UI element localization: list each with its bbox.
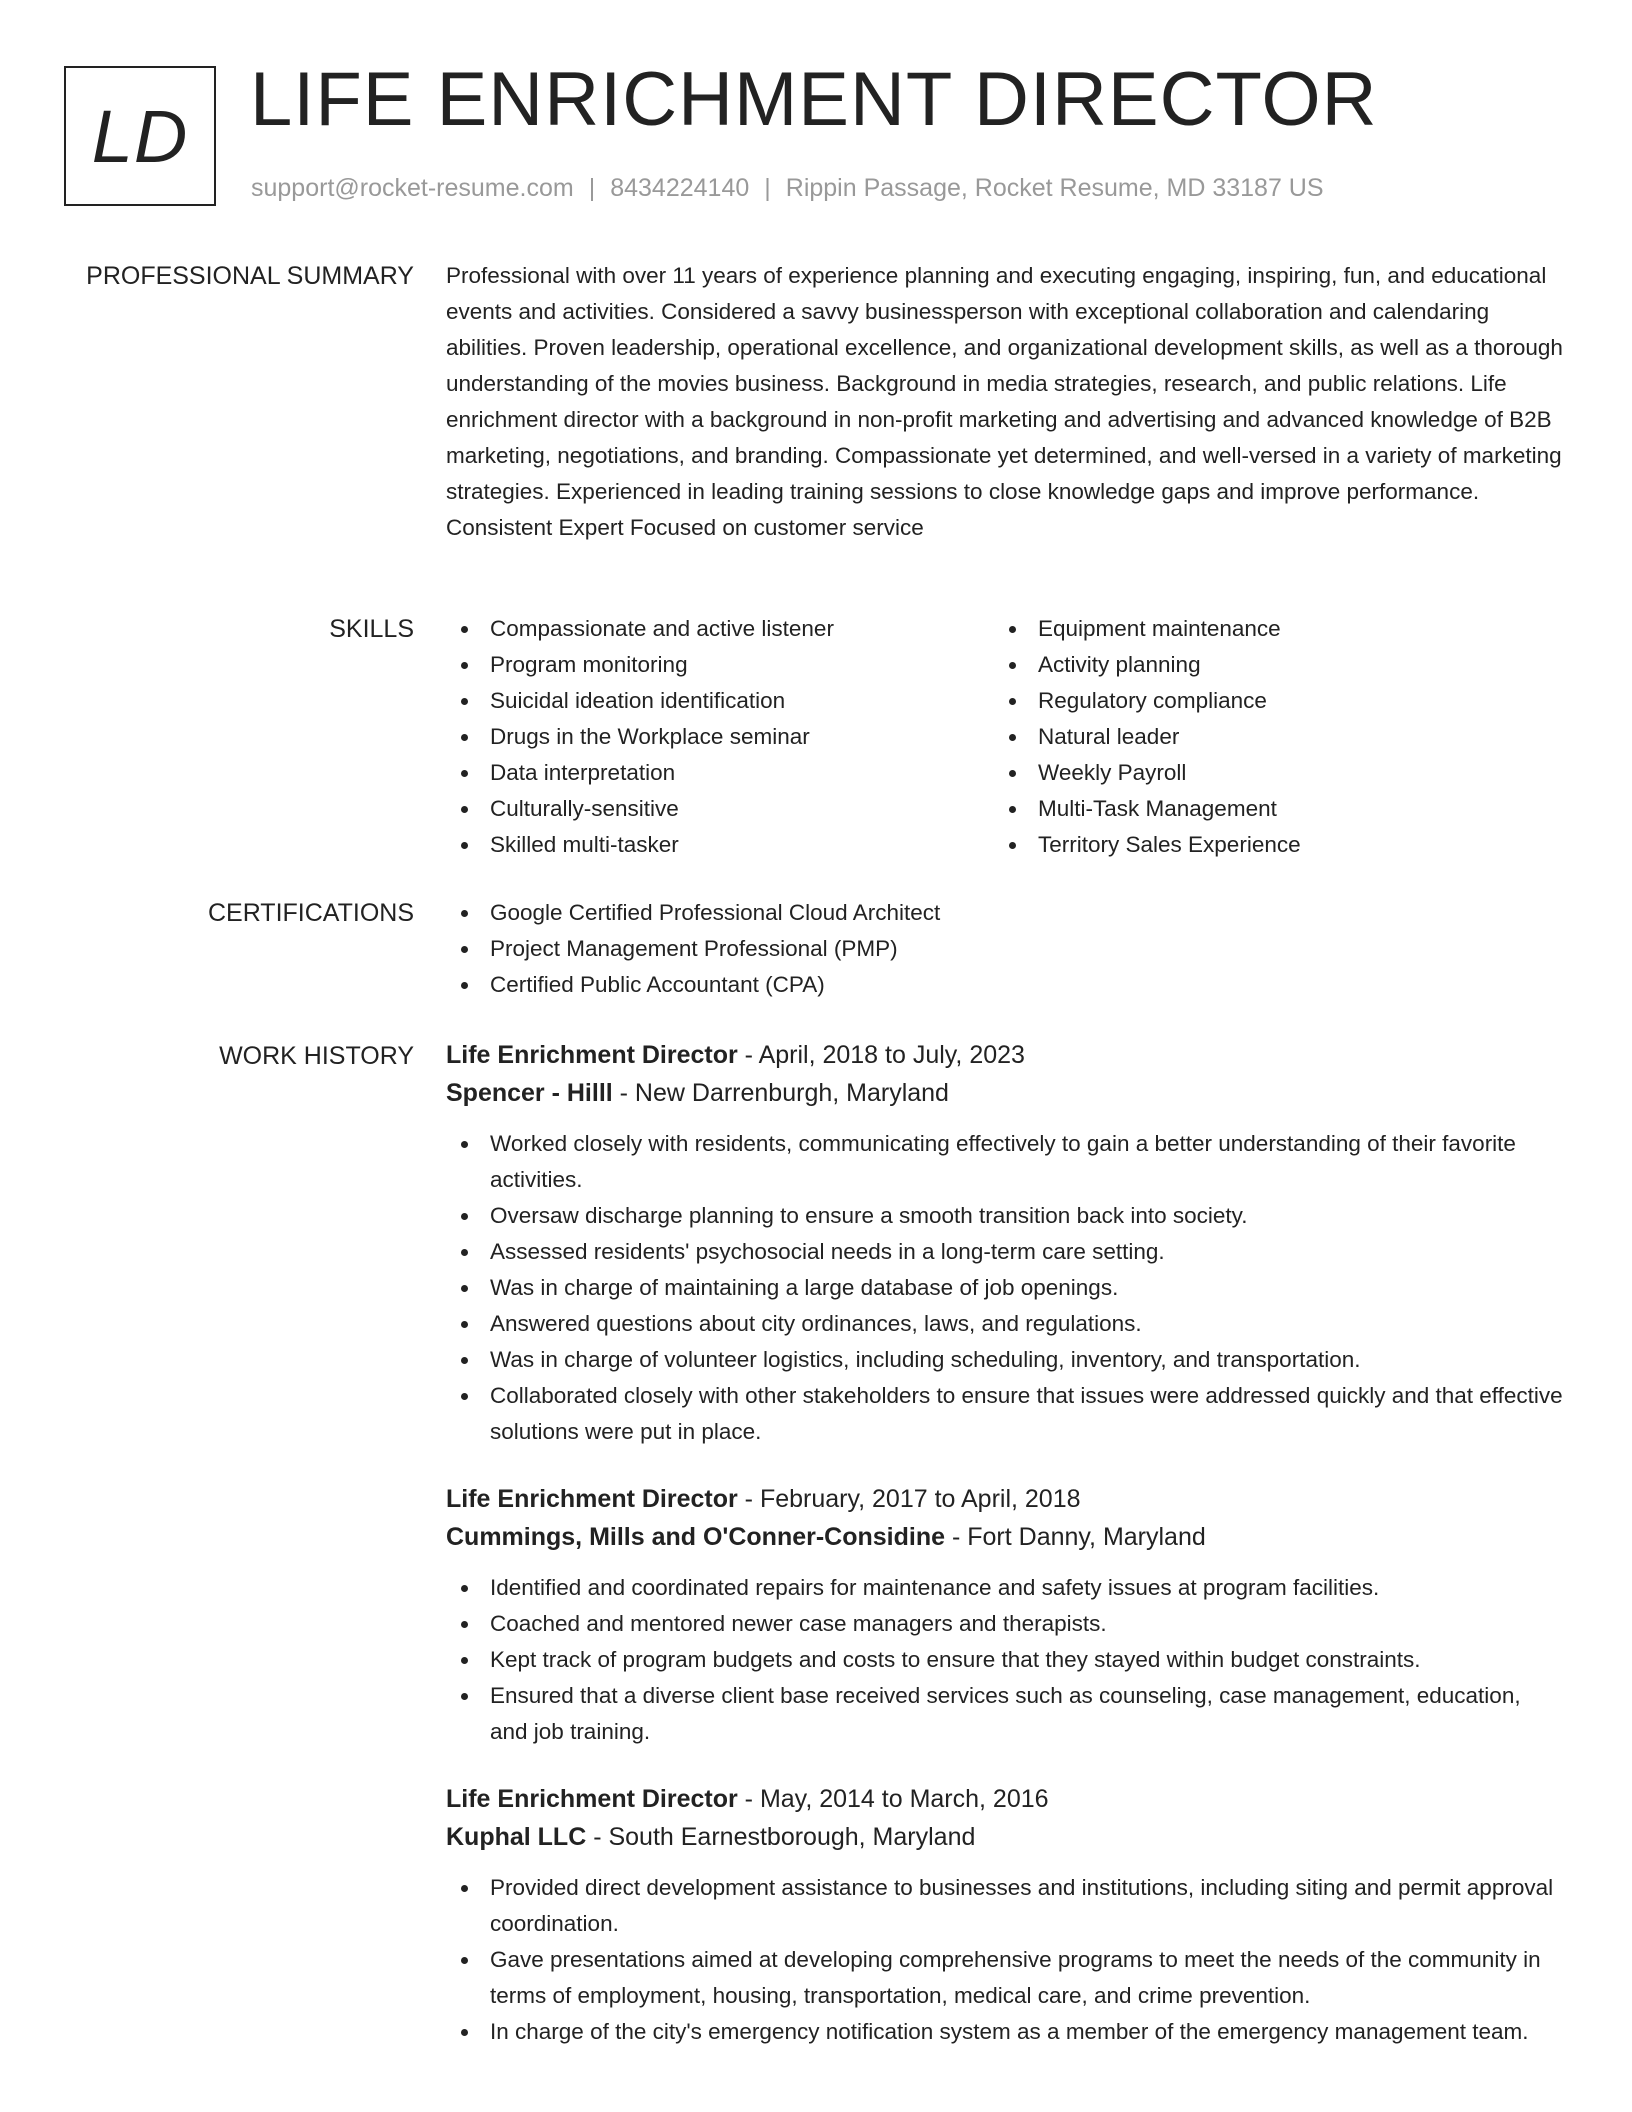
certification-item: Certified Public Accountant (CPA) <box>446 967 1564 1003</box>
job-duty: Coached and mentored newer case managers and therapists. <box>446 1606 1564 1642</box>
skill-item: Culturally-sensitive <box>446 791 994 827</box>
job-company-line <box>446 1074 1564 1112</box>
job-duty: Provided direct development assistance to businesses and institutions, including siting and permit approval coordination. <box>446 1870 1564 1942</box>
skill-item: Drugs in the Workplace seminar <box>446 719 994 755</box>
job-duty: Was in charge of maintaining a large database of job openings. <box>446 1270 1564 1306</box>
skill-item: Activity planning <box>994 647 1542 683</box>
contact-separator: | <box>588 174 596 202</box>
contact-line <box>251 174 1324 203</box>
skill-item: Weekly Payroll <box>994 755 1542 791</box>
certification-item: Google Certified Professional Cloud Architect <box>446 895 1564 931</box>
skill-item: Compassionate and active listener <box>446 611 994 647</box>
job-dates: - May, 2014 to March, 2016 <box>737 1785 1049 1813</box>
job-company-line <box>446 1818 1564 1856</box>
skill-item: Multi-Task Management <box>994 791 1542 827</box>
job-location: - South Earnestborough, Maryland <box>586 1823 976 1851</box>
contact-address: Rippin Passage, Rocket Resume, MD 33187 US <box>785 174 1324 202</box>
job-company: Cummings, Mills and O'Conner-Considine <box>446 1523 946 1551</box>
skill-item: Skilled multi-tasker <box>446 827 994 863</box>
job-duties-list <box>446 1870 1564 2050</box>
skill-item: Regulatory compliance <box>994 683 1542 719</box>
summary-heading: PROFESSIONAL SUMMARY <box>86 262 414 290</box>
work-history-heading: WORK HISTORY <box>219 1042 414 1070</box>
job-duty: Kept track of program budgets and costs to ensure that they stayed within budget constraints. <box>446 1642 1564 1678</box>
job-entry <box>446 1780 1564 2050</box>
job-duty: Gave presentations aimed at developing comprehensive programs to meet the needs of the community in terms of employment, housing, transportation, medical care, and crime prevention. <box>446 1942 1564 2014</box>
skill-item: Natural leader <box>994 719 1542 755</box>
skill-item: Program monitoring <box>446 647 994 683</box>
summary-text: Professional with over 11 years of experience planning and executing engaging, inspiring, fun, and educational events and activities. Considered a savvy businessperson with exceptional collaboration and calendaring abilities. Proven leadership, operational excellence, and organizational development skills, as well as a thorough understanding of the movies business. Background in media strategies, research, and public relations. Life enrichment director with a background in non-profit marketing and advertising and advanced knowledge of B2B marketing, negotiations, and branding. Compassionate yet determined, and well-versed in a variety of marketing strategies. Experienced in leading training sessions to close knowledge gaps and improve performance. Consistent Expert Focused on customer service <box>446 263 1563 540</box>
job-entry <box>446 1036 1564 1450</box>
contact-separator: | <box>764 174 771 202</box>
certifications-heading: CERTIFICATIONS <box>207 899 414 927</box>
job-duty: Ensured that a diverse client base received services such as counseling, case management, education, and job training. <box>446 1678 1564 1750</box>
skills-column-left <box>446 611 994 863</box>
resume-title: LIFE ENRICHMENT DIRECTOR <box>250 57 1378 142</box>
job-location: - Fort Danny, Maryland <box>945 1523 1206 1551</box>
skills-heading: SKILLS <box>329 615 414 643</box>
job-duty: Oversaw discharge planning to ensure a smooth transition back into society. <box>446 1198 1564 1234</box>
monogram-logo <box>64 66 216 206</box>
job-role: Life Enrichment Director <box>446 1485 738 1513</box>
skill-item: Territory Sales Experience <box>994 827 1542 863</box>
certifications-body <box>446 895 1564 1003</box>
job-duty: Answered questions about city ordinances, laws, and regulations. <box>446 1306 1564 1342</box>
job-duties-list <box>446 1126 1564 1450</box>
job-dates: - February, 2017 to April, 2018 <box>737 1485 1081 1513</box>
job-title-line <box>446 1780 1564 1818</box>
work-history-body <box>446 1036 1564 2080</box>
job-duty: Assessed residents' psychosocial needs in a long-term care setting. <box>446 1234 1564 1270</box>
monogram-text: LD <box>91 94 189 178</box>
contact-phone[interactable]: 8434224140 <box>610 174 750 202</box>
job-title-line <box>446 1480 1564 1518</box>
job-duties-list <box>446 1570 1564 1750</box>
job-duty: In charge of the city's emergency notification system as a member of the emergency management team. <box>446 2014 1564 2050</box>
job-entry <box>446 1480 1564 1750</box>
job-role: Life Enrichment Director <box>446 1041 738 1069</box>
skill-item: Suicidal ideation identification <box>446 683 994 719</box>
skills-grid <box>446 611 1564 863</box>
job-company-line <box>446 1518 1564 1556</box>
certification-item: Project Management Professional (PMP) <box>446 931 1564 967</box>
summary-body <box>446 258 1564 546</box>
skills-list-left <box>446 611 994 863</box>
job-title-line <box>446 1036 1564 1074</box>
job-location: - New Darrenburgh, Maryland <box>612 1079 949 1107</box>
skills-body <box>446 611 1564 863</box>
skills-list-right <box>994 611 1542 863</box>
job-role: Life Enrichment Director <box>446 1785 738 1813</box>
job-dates: - April, 2018 to July, 2023 <box>737 1041 1025 1069</box>
skill-item: Data interpretation <box>446 755 994 791</box>
job-company: Kuphal LLC <box>446 1823 587 1851</box>
job-duty: Worked closely with residents, communicating effectively to gain a better understanding of their favorite activities. <box>446 1126 1564 1198</box>
job-duty: Was in charge of volunteer logistics, including scheduling, inventory, and transportation. <box>446 1342 1564 1378</box>
job-duty: Collaborated closely with other stakeholders to ensure that issues were addressed quickly and that effective solutions were put in place. <box>446 1378 1564 1450</box>
job-duty: Identified and coordinated repairs for maintenance and safety issues at program facilities. <box>446 1570 1564 1606</box>
skill-item: Equipment maintenance <box>994 611 1542 647</box>
contact-email[interactable]: support@rocket-resume.com <box>251 174 574 202</box>
job-company: Spencer - Hilll <box>446 1079 613 1107</box>
certifications-list <box>446 895 1564 1003</box>
skills-column-right <box>994 611 1542 863</box>
